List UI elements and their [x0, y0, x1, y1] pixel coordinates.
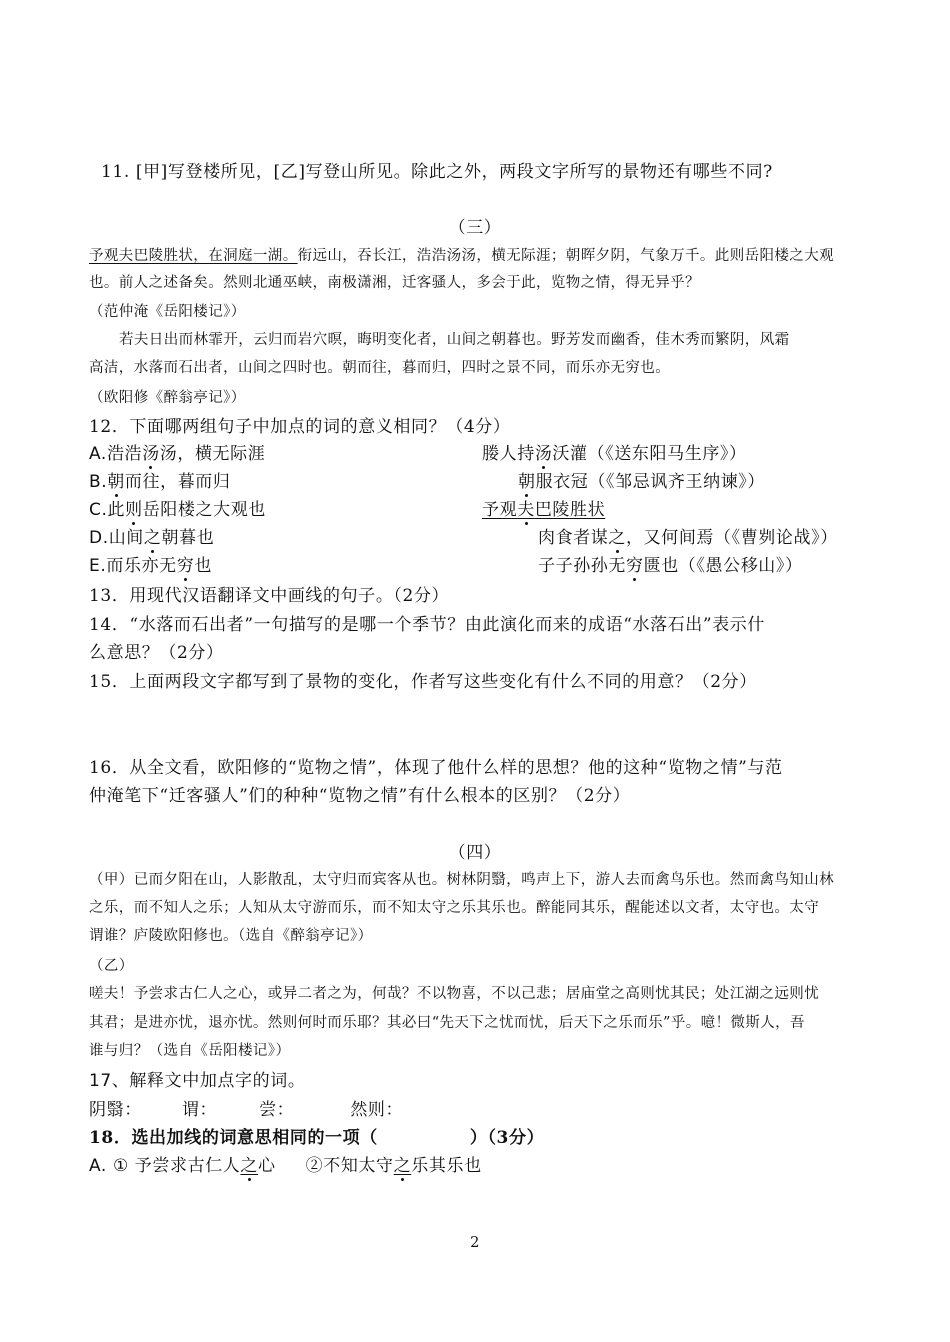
- option-text: 山间: [108, 528, 144, 548]
- option-c: [89, 495, 266, 520]
- section-3-passage-line-2: 也。前人之述备矣。然则北通巫峡，南极潇湘，迁客骚人，多会于此，览物之情，得无异乎？: [89, 275, 700, 291]
- option-text: ②不知太守: [305, 1156, 394, 1176]
- question-16-line-2: 仲淹笔下“迁客骚人”们的种种“览物之情”有什么根本的区别？（2分）: [89, 786, 631, 806]
- dotted-char: 朝: [518, 472, 536, 492]
- option-text: 心: [258, 1156, 276, 1176]
- question-11: 11. [甲]写登楼所见，[乙]写登山所见。除此之外，两段文字所写的景物还有哪些不同?: [101, 162, 773, 182]
- option-label: B.: [89, 472, 108, 492]
- source-citation-1: （范仲淹《岳阳楼记》）: [89, 304, 246, 320]
- question-18-stem: [89, 1123, 544, 1148]
- option-text: 此: [107, 500, 126, 520]
- dotted-char: 夫: [517, 500, 535, 520]
- option-e: [89, 551, 212, 576]
- section-4-yi-line-1: 嗟夫！予尝求古仁人之心，或异二者之为，何哉？不以物喜，不以己悲；居庙堂之高则忧其民；处江湖之远则忧: [89, 986, 820, 1002]
- section-3-passage-line-3: 若夫日出而林霏开，云归而岩穴暝，晦明变化者，山间之朝暮也。野芳发而幽香，佳木秀而繁阴，风霜: [119, 332, 790, 348]
- dotted-char: 穷: [176, 556, 195, 576]
- option-label: E.: [89, 556, 107, 576]
- dotted-char: 之: [143, 528, 162, 548]
- option-text: 浩浩: [106, 444, 143, 464]
- section-3-passage-line-4: 高洁，水落而石出者，山间之四时也。朝而往，暮而归，四时之景不同，而乐亦无穷也。: [89, 360, 671, 376]
- option-text: 肉食者谋: [538, 528, 609, 548]
- option-text: 朝暮也: [161, 528, 215, 548]
- option-e-compare: [538, 551, 803, 576]
- term: 尝：: [259, 1100, 295, 1120]
- question-12-stem: 12．下面哪两组句子中加点的词的意义相同？（4分）: [89, 417, 511, 437]
- dotted-char: 之: [608, 528, 627, 548]
- dotted-char: 汤: [142, 444, 160, 464]
- option-text: 岳阳楼之大观也: [142, 500, 266, 520]
- stem-text: 18．选出加线的词意思相同的一项（: [89, 1128, 378, 1148]
- question-14-line-1: 14．“水落而石出者”一句描写的是哪一个季节？由此演化而来的成语“水落石出”表示什: [89, 615, 765, 635]
- option-d: [89, 523, 214, 548]
- question-13: 13．用现代汉语翻译文中画线的句子。（2分）: [89, 586, 450, 606]
- section-4-jia-line-1: （甲）已而夕阳在山，人影散乱，太守归而宾客从也。树林阴翳，鸣声上下，游人去而禽鸟乐也。然而禽鸟知山林: [89, 872, 834, 888]
- option-label: D.: [89, 528, 109, 548]
- dotted-char: 则: [125, 500, 143, 520]
- option-text: 乐其乐也: [411, 1156, 482, 1176]
- stem-text: ）（3分）: [469, 1128, 545, 1148]
- question-17-stem: 17、解释文中加点字的词。: [89, 1071, 306, 1091]
- question-15: 15．上面两段文字都写到了景物的变化，作者写这些变化有什么不同的用意？（2分）: [89, 672, 757, 692]
- option-label: A.: [89, 444, 107, 464]
- question-18-option-a: [89, 1151, 482, 1176]
- source-citation-2: （欧阳修《醉翁亭记》）: [89, 390, 246, 406]
- option-text: 沃灌（《送东阳马生序》）: [552, 444, 747, 464]
- section-3-passage-line-1: [89, 244, 834, 265]
- option-text: 而往，暮而归: [124, 472, 231, 492]
- dotted-char: 穷: [626, 556, 644, 576]
- option-b: [89, 467, 231, 492]
- section-4-yi-label: （乙）: [89, 958, 134, 974]
- section-4-yi-line-3: 谁与归？（选自《岳阳楼记》）: [89, 1043, 291, 1059]
- option-label: C.: [89, 500, 108, 520]
- dotted-char: 汤: [534, 444, 553, 464]
- page-number: 2: [470, 1235, 480, 1251]
- underlined-sentence: 予观夫巴陵胜状，在洞庭一湖。: [89, 248, 298, 264]
- option-text: 汤，横无际涯: [159, 444, 266, 464]
- question-16-line-1: 16．从全文看，欧阳修的“览物之情”，体现了他什么样的思想？他的这种“览物之情”与范: [89, 758, 783, 778]
- option-text: 也: [194, 556, 212, 576]
- term: 阴翳：: [89, 1100, 142, 1120]
- dotted-char: 之: [393, 1156, 412, 1176]
- dotted-char: 之: [240, 1156, 259, 1176]
- section-4-jia-line-3: 谓谁？庐陵欧阳修也。（选自《醉翁亭记》）: [89, 928, 373, 944]
- term: 然则：: [350, 1100, 404, 1120]
- option-c-compare: [482, 495, 605, 520]
- option-text: ① 予尝求古仁人: [112, 1156, 241, 1176]
- option-text: 匮也（《愚公移山》）: [643, 556, 803, 576]
- option-text: 媵人持: [482, 444, 535, 464]
- option-text: 而乐亦无: [106, 556, 177, 576]
- question-17-terms: [89, 1095, 403, 1120]
- option-text: ，又何间焉（《曹刿论战》）: [626, 528, 838, 548]
- option-a-compare: [482, 439, 747, 464]
- option-d-compare: [538, 523, 838, 548]
- question-14-line-2: 么意思？（2分）: [89, 643, 224, 663]
- section-4-yi-line-2: 其君；是进亦忧，退亦忧。然则何时而乐耶？其必曰“先天下之忧而忧，后天下之乐而乐”乎。噫！微斯人，吾: [89, 1015, 805, 1031]
- option-text: 子子孙孙无: [538, 556, 626, 576]
- option-text: 予观: [482, 500, 518, 520]
- section-3-title: （三）: [448, 218, 502, 238]
- section-4-jia-line-2: 之乐，而不知人之乐；人知从太守游而乐，而不知太守之乐其乐也。醉能同其乐，醒能述以文者，太守也。太守: [89, 900, 820, 916]
- passage-text: 衔远山，吞长江，浩浩汤汤，横无际涯；朝晖夕阴，气象万千。此则岳阳楼之大观: [297, 248, 835, 264]
- section-4-title: （四）: [448, 843, 502, 863]
- option-text: 巴陵胜状: [534, 500, 606, 520]
- option-text: 服衣冠（《邹忌讽齐王纳谏》）: [535, 472, 766, 492]
- option-b-compare: [518, 467, 765, 492]
- dotted-char: 朝: [107, 472, 125, 492]
- option-label: A.: [89, 1156, 107, 1176]
- option-a: [89, 439, 265, 464]
- term: 谓：: [181, 1100, 218, 1120]
